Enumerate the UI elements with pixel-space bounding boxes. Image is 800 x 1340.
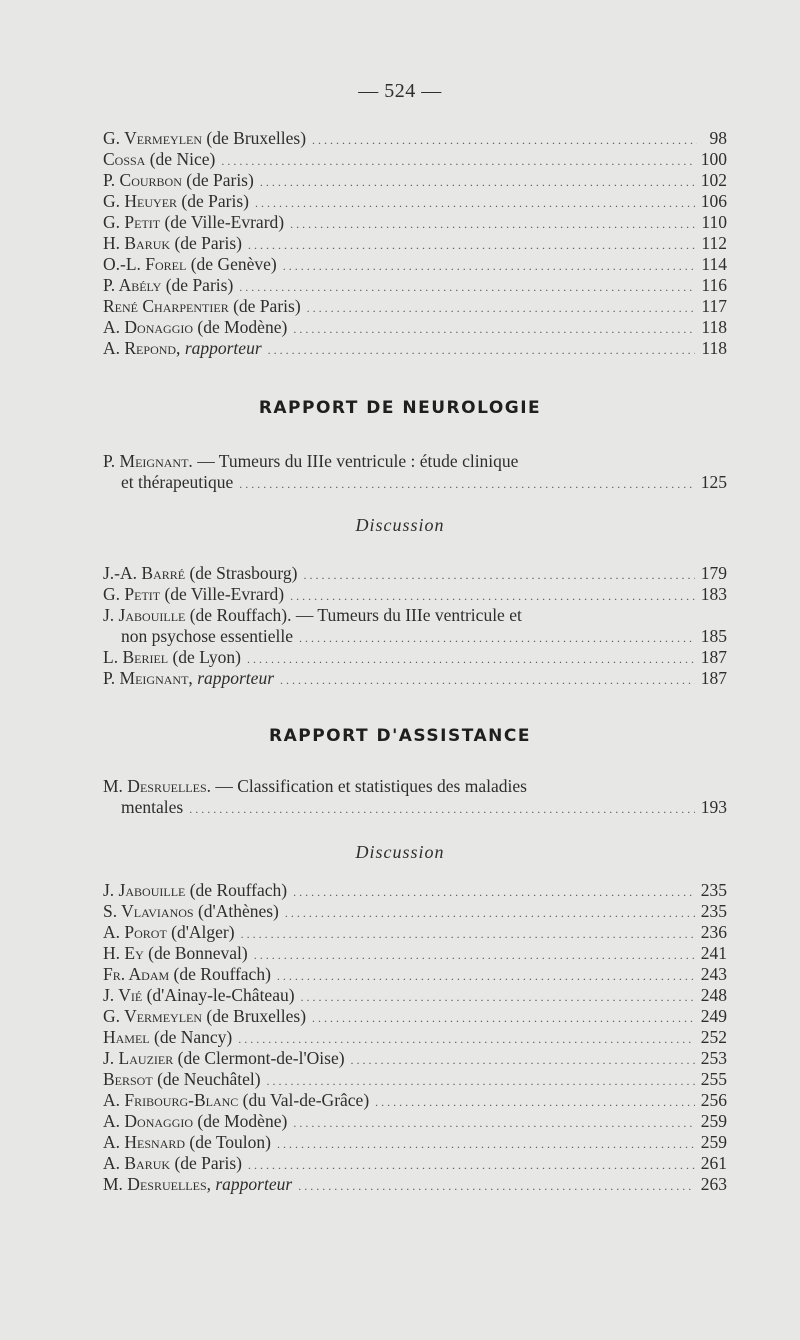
entry-label [103,212,284,233]
leader-dots [285,903,695,924]
leader-dots [277,1134,695,1155]
entry-label [103,275,233,296]
entry-label [103,1153,242,1174]
leader-dots [293,882,695,903]
entry-detail: (de Paris) [177,191,249,211]
entry-author: A. Fribourg-Blanc [103,1090,239,1110]
toc-entry [103,149,727,170]
entry-label [103,1048,345,1069]
leader-dots [238,1029,695,1050]
entry-detail: (de Bonneval) [143,943,248,963]
leader-dots [298,1176,695,1197]
report-author: P. Meignant. [103,451,193,471]
toc-entry [103,1111,727,1132]
entry-label [103,901,279,922]
entry-detail: (de Modène) [193,1111,288,1131]
toc-entry [103,128,727,149]
entry-author: J. Jabouille [103,880,186,900]
toc-entry [103,1048,727,1069]
leader-dots [299,628,695,649]
discussion-heading: Discussion [355,515,445,535]
report-author: M. Desruelles. [103,776,211,796]
entry-author: G. Heuyer [103,191,178,211]
entry-author: J. Vié [103,985,143,1005]
report-title-part1: — Tumeurs du IIIe ventricule : étude clinique [192,451,519,471]
entry-detail: (de Paris) [228,296,301,316]
entry-author: Hamel [103,1027,150,1047]
entry-author: G. Vermeylen [103,128,203,148]
jabouille-line-1 [103,605,727,626]
entry-label [103,254,277,275]
page-ref: 256 [700,1090,727,1110]
entry-label [103,922,235,943]
leader-dots [221,151,694,172]
entry-detail: (de Bruxelles) [202,128,307,148]
report-line-1 [103,776,727,797]
leader-dots [293,1113,694,1134]
entry-detail: (de Strasbourg) [185,563,298,583]
entry-detail: (de Bruxelles) [202,1006,307,1026]
toc-entry [103,1132,727,1153]
report-assistance [103,776,727,818]
entry-author: M. Desruelles, [103,1174,211,1194]
entry-label [103,668,274,689]
toc-entry [103,1027,727,1048]
leader-dots [254,945,695,966]
entry-label [103,338,262,359]
entry-label [103,964,271,985]
toc-entry [103,1006,727,1027]
leader-dots [248,235,695,256]
page-ref: 253 [700,1048,727,1068]
leader-dots [255,193,695,214]
entry-author: Cossa [103,149,146,169]
entry-title-part2: non psychose essentielle [121,626,294,646]
page-ref: 241 [700,943,727,963]
page-number: — 524 — [358,80,442,102]
toc-entry [103,985,727,1006]
entry-label [103,128,306,149]
toc-entry [103,317,727,338]
page-ref: 106 [700,191,727,211]
entry-author: P. Abély [103,275,162,295]
toc-entry [103,275,727,296]
toc-entry [103,191,727,212]
leader-dots [239,277,695,298]
toc-entry [103,1090,727,1111]
entry-author: L. Beriel [103,647,169,667]
entry-author: S. Vlavianos [103,901,194,921]
report-title-part2: et thérapeutique [121,472,234,492]
entry-author: A. Hesnard [103,1132,186,1152]
leader-dots [268,340,696,361]
page-ref: 110 [701,212,727,232]
leader-dots [307,298,696,319]
toc-entry [103,668,727,689]
page-ref: 185 [700,626,727,646]
page-ref: 98 [709,128,727,148]
page-ref: 259 [700,1132,727,1152]
entry-author: J. Jabouille [103,605,186,625]
entry-label [103,584,284,605]
leader-dots [241,924,695,945]
entry-author: René Charpentier [103,296,229,316]
page-ref: 114 [701,254,727,274]
report-neurologie [103,451,727,493]
entry-detail: rapporteur [192,668,274,688]
entry-author: G. Petit [103,212,161,232]
entry-label [103,233,242,254]
discussion-heading: Discussion [355,842,445,862]
entry-label [103,1174,292,1195]
entry-label [103,1111,287,1132]
entry-label [103,1027,232,1048]
toc-entry [103,964,727,985]
page-ref: 235 [700,880,727,900]
page-ref: 252 [700,1027,727,1047]
entry-detail: (de Toulon) [185,1132,271,1152]
entry-label [103,317,287,338]
entry-label [103,563,298,584]
toc-entry [103,1174,727,1195]
leader-dots [260,172,695,193]
toc-entry [103,170,727,191]
entry-detail: (de Rouffach) [185,880,288,900]
leader-dots [290,214,695,235]
entry-author: A. Donaggio [103,1111,194,1131]
report-line-1 [103,451,727,472]
leader-dots [293,319,695,340]
report-line-2 [103,797,727,818]
page-ref: 187 [700,668,727,688]
entry-detail: (de Rouffach) [169,964,271,984]
leader-dots [304,565,695,586]
entry-author: A. Porot [103,922,167,942]
entry-detail: (d'Athènes) [193,901,279,921]
entry-detail: (de Neuchâtel) [152,1069,261,1089]
page-ref: 255 [700,1069,727,1089]
entry-label [103,1090,369,1111]
entry-author: G. Petit [103,584,161,604]
entry-detail: (de Lyon) [168,647,242,667]
page-ref: 263 [700,1174,727,1194]
page-ref: 261 [700,1153,727,1173]
entry-detail: rapporteur [180,338,262,358]
entry-author: O.-L. Forel [103,254,187,274]
toc-entry [103,254,727,275]
page-ref: 249 [700,1006,727,1026]
entry-label [103,191,249,212]
page-ref: 187 [700,647,727,667]
toc-entry [103,296,727,317]
entry-label [103,943,248,964]
toc-entry [103,584,727,605]
entry-detail: (de Paris) [170,233,242,253]
section-title-assistance: RAPPORT D'ASSISTANCE [269,726,531,746]
entry-author: P. Meignant, [103,668,193,688]
entry-label [103,149,215,170]
entry-label [103,170,254,191]
leader-dots [351,1050,695,1071]
entry-author: Fr. Adam [103,964,170,984]
report-title-part1: — Classification et statistiques des maladies [211,776,527,796]
page-ref: 235 [700,901,727,921]
entry-label [103,985,295,1006]
page-ref: 248 [700,985,727,1005]
page-ref: 259 [700,1111,727,1131]
entry-label [103,1132,271,1153]
toc-entry [103,563,727,584]
page-ref: 243 [700,964,727,984]
page-ref: 183 [700,584,727,604]
entry-detail: (de Nancy) [149,1027,233,1047]
leader-dots [239,474,695,495]
leader-dots [280,670,695,691]
entry-author: J. Lauzier [103,1048,174,1068]
section-title-neurologie: RAPPORT DE NEUROLOGIE [258,398,542,418]
leader-dots [189,799,695,820]
page-ref: 125 [700,472,727,492]
toc-entry [103,880,727,901]
leader-dots [283,256,696,277]
page-ref: 116 [701,275,727,295]
entry-author: A. Repond, [103,338,181,358]
entry-detail: (de Modène) [193,317,288,337]
entry-detail: (de Paris) [181,170,254,190]
toc-entry [103,233,727,254]
toc-entry [103,922,727,943]
entry-detail: (de Genève) [186,254,277,274]
toc-entry [103,212,727,233]
discussion-list-assistance [103,880,727,1195]
entry-detail: (d'Ainay-le-Château) [142,985,295,1005]
report-title-part2: mentales [121,797,184,817]
entry-detail: (de Ville-Evrard) [160,212,285,232]
leader-dots [247,649,695,670]
toc-entry [103,943,727,964]
entry-author: P. Courbon [103,170,182,190]
discussion-list-neurologie [103,563,727,689]
entry-label [103,296,301,317]
entry-author: Bersot [103,1069,153,1089]
page-ref: 236 [700,922,727,942]
report-line-2 [103,472,727,493]
page-ref: 112 [701,233,727,253]
toc-entry [103,1069,727,1090]
entry-detail: rapporteur [211,1174,293,1194]
entry-detail: (d'Alger) [166,922,235,942]
entry-author: A. Baruk [103,1153,171,1173]
entry-author: H. Ey [103,943,144,963]
leader-dots [301,987,695,1008]
entry-label [103,1006,306,1027]
toc-entry [103,338,727,359]
entry-label [103,880,287,901]
jabouille-line-2 [103,626,727,647]
entry-detail: (de Clermont-de-l'Oise) [173,1048,345,1068]
leader-dots [312,1008,695,1029]
entry-title-part1: (de Rouffach). — Tumeurs du IIIe ventricule et [185,605,522,625]
leader-dots [290,586,695,607]
page-ref: 118 [701,317,727,337]
entry-author: H. Baruk [103,233,171,253]
page-ref: 193 [700,797,727,817]
entry-detail: (de Ville-Evrard) [160,584,285,604]
leader-dots [267,1071,695,1092]
entry-author: G. Vermeylen [103,1006,203,1026]
entry-detail: (de Paris) [170,1153,242,1173]
contributors-list [103,128,727,359]
entry-detail: (de Nice) [145,149,216,169]
page-ref: 179 [700,563,727,583]
entry-detail: (du Val-de-Grâce) [238,1090,370,1110]
page-ref: 102 [700,170,727,190]
entry-author: A. Donaggio [103,317,194,337]
leader-dots [312,130,697,151]
entry-label [103,647,241,668]
entry-author: J.-A. Barré [103,563,186,583]
entry-label [103,1069,261,1090]
page-ref: 118 [701,338,727,358]
page-ref: 117 [701,296,727,316]
toc-entry [103,647,727,668]
toc-entry [103,1153,727,1174]
leader-dots [277,966,695,987]
entry-detail: (de Paris) [161,275,234,295]
leader-dots [375,1092,695,1113]
toc-entry [103,901,727,922]
page-ref: 100 [700,149,727,169]
leader-dots [248,1155,695,1176]
